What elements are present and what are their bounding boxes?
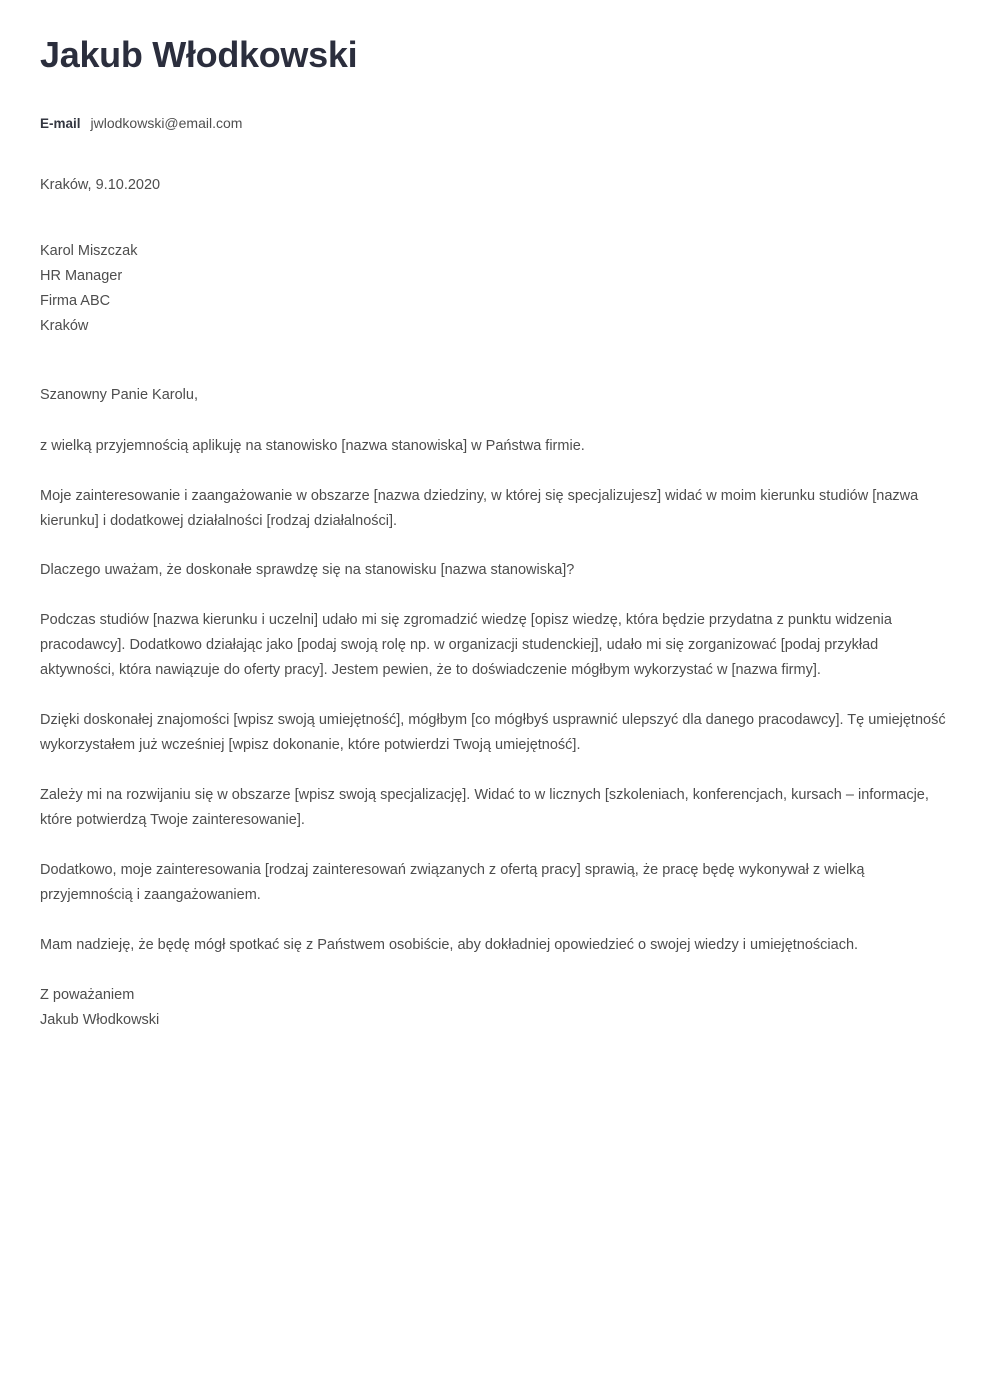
letter-paragraph: Dodatkowo, moje zainteresowania [rodzaj zainteresowań związanych z ofertą pracy] sprawią, że pracę będę wykonywał z wielką przyjemnością i zaangażowaniem. bbox=[40, 861, 865, 903]
recipient-name: Karol Miszczak bbox=[40, 243, 138, 260]
email-label: E-mail bbox=[40, 116, 81, 132]
salutation: Szanowny Panie Karolu, bbox=[40, 387, 198, 404]
contact-email-line bbox=[40, 113, 948, 134]
signoff-block bbox=[40, 983, 948, 1033]
recipient-city: Kraków bbox=[40, 318, 89, 335]
letter-body bbox=[40, 434, 948, 958]
letter-paragraph: Moje zainteresowanie i zaangażowanie w obszarze [nazwa dziedziny, w której się specjalizujesz] widać w moim kierunku studiów [nazwa kierunku] i dodatkowej działalności [rodzaj działalności]. bbox=[40, 487, 919, 529]
signoff-closing: Z poważaniem bbox=[40, 986, 135, 1003]
letter-paragraph: Dlaczego uważam, że doskonałe sprawdzę się na stanowisku [nazwa stanowiska]? bbox=[40, 562, 575, 579]
letter-paragraph: Zależy mi na rozwijaniu się w obszarze [wpisz swoją specjalizację]. Widać to w licznych [szkoleniach, konferencjach, kursach – informacje, które potwierdzą Twoje zainteresowanie]. bbox=[40, 787, 929, 829]
recipient-company: Firma ABC bbox=[40, 293, 111, 310]
page-title: Jakub Włodkowski bbox=[40, 34, 358, 75]
letter-paragraph: Dzięki doskonałej znajomości [wpisz swoją umiejętność], mógłbym [co mógłbyś usprawnić ulepszyć dla danego pracodawcy]. Tę umiejętność wykorzystałem już wcześniej [wpisz dokonanie, które potwierdzi Twoją umiejętność]. bbox=[40, 712, 946, 754]
letter-paragraph: Mam nadzieję, że będę mógł spotkać się z Państwem osobiście, aby dokładniej opowiedzieć o swojej wiedzy i umiejętnościach. bbox=[40, 936, 859, 953]
email-value: jwlodkowski@email.com bbox=[90, 115, 243, 132]
letter-paragraph: z wielką przyjemnością aplikuję na stanowisko [nazwa stanowiska] w Państwa firmie. bbox=[40, 437, 585, 454]
date-line: Kraków, 9.10.2020 bbox=[40, 176, 161, 193]
signoff-signature: Jakub Włodkowski bbox=[40, 1011, 160, 1028]
letter-paragraph: Podczas studiów [nazwa kierunku i uczelni] udało mi się zgromadzić wiedzę [opisz wiedzę, która będzie przydatna z punktu widzenia pracodawcy]. Dodatkowo działając jako [podaj swoją rolę np. w organizacji studenckiej], udało mi się zorganizować [podaj przykład aktywności, która nawiązuje do oferty pracy]. Jestem pewien, że to doświadczenie mógłbym wykorzystać w [nazwa firmy]. bbox=[40, 612, 892, 679]
recipient-title: HR Manager bbox=[40, 268, 123, 285]
recipient-block bbox=[40, 239, 948, 339]
